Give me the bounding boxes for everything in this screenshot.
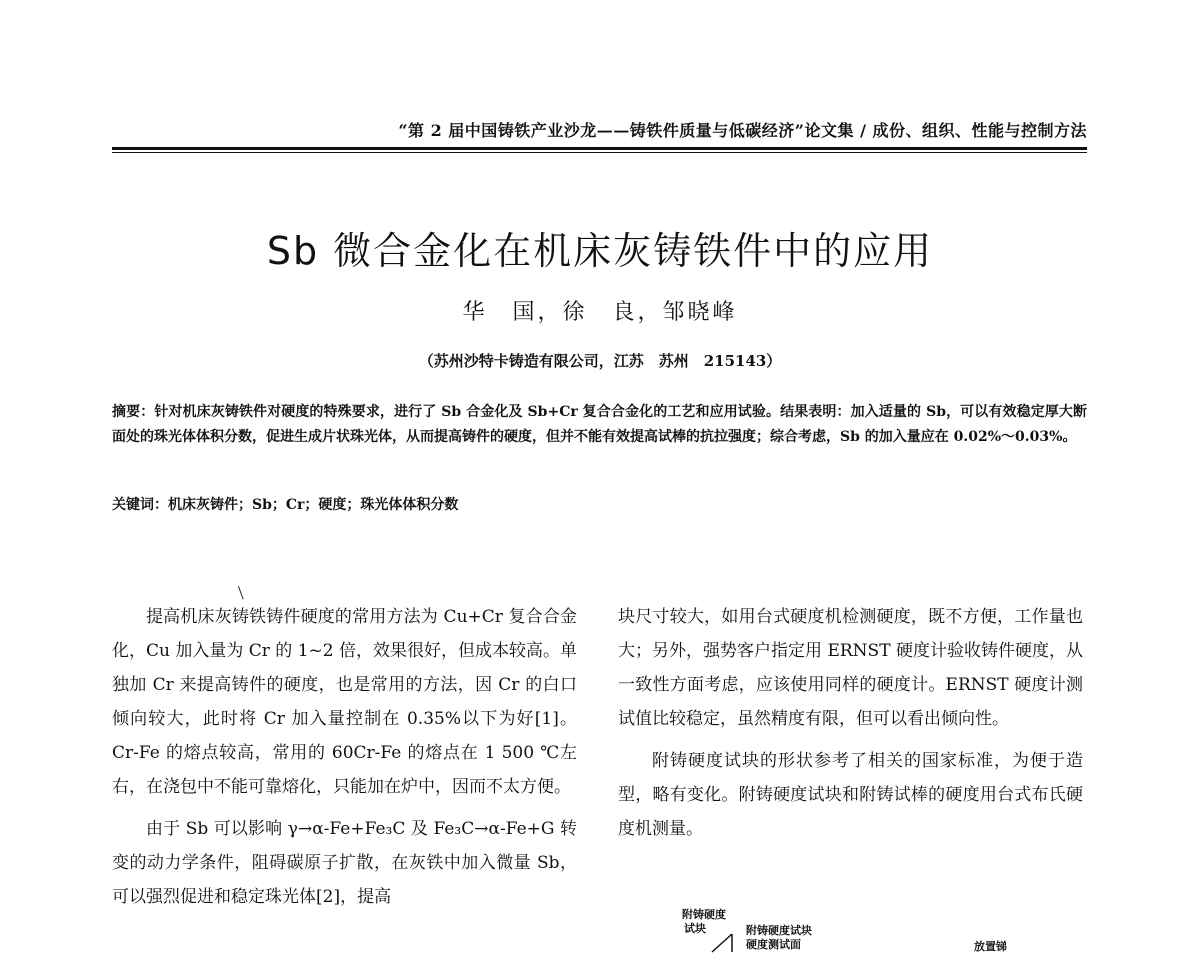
keywords-text: 机床灰铸件；Sb；Cr；硬度；珠光体体积分数 [168,497,459,513]
body-column-left [112,600,577,914]
keywords [112,494,1087,514]
running-header: “第 2 届中国铸铁产业沙龙——铸铁件质量与低碳经济”论文集 / 成份、组织、性能与控制方法 [398,121,1087,140]
abstract-text: 针对机床灰铸铁件对硬度的特殊要求，进行了 Sb 合金化及 Sb+Cr 复合合金化的工艺和应用试验。结果表明：加入适量的 Sb，可以有效稳定厚大断面处的珠光体体积分数，促进生成片状珠光体，从而提高铸件的硬度，但并不能有效提高试棒的抗拉强度；综合考虑，Sb 的加入量应在 0.02%～0.03%。 [112,404,1087,445]
paper-title: Sb 微合金化在机床灰铸铁件中的应用 [266,229,934,273]
figure-label: 放置锑 [974,940,1007,953]
paragraph: 附铸硬度试块的形状参考了相关的国家标准，为便于造型，略有变化。附铸硬度试块和附铸试棒的硬度用台式布氏硬度机测量。 [618,751,1083,839]
abstract [112,400,1087,450]
body-column-right [618,600,1083,846]
pen-mark [238,583,253,600]
affiliation: （苏州沙特卡铸造有限公司，江苏 苏州 215143） [418,352,782,370]
figure-partial [618,900,1088,952]
figure-label: 硬度测试面 [746,938,801,951]
figure-label: 试块 [684,922,706,935]
paragraph: 由于 Sb 可以影响 γ→α-Fe+Fe₃C 及 Fe₃C→α-Fe+G 转变的动力学条件，阻碍碳原子扩散，在灰铁中加入微量 Sb，可以强烈促进和稳定珠光体[2]，提高 [112,819,577,907]
header-rule-thin [112,152,1087,153]
paragraph: 块尺寸较大，如用台式硬度机检测硬度，既不方便，工作量也大；另外，强势客户指定用 ERNST 硬度计验收铸件硬度，从一致性方面考虑，应该使用同样的硬度计。ERNST 硬度计测试值比较稳定，虽然精度有限，但可以看出倾向性。 [618,607,1083,729]
figure-arrow [710,930,750,960]
figure-label: 附铸硬度试块 [746,924,812,937]
figure-label: 附铸硬度 [682,908,726,921]
header-rule-thick [112,147,1087,150]
keywords-label: 关键词： [112,497,168,513]
authors: 华 国，徐 良，邹晓峰 [462,300,738,325]
abstract-label: 摘要： [112,404,155,420]
paragraph: 提高机床灰铸铁铸件硬度的常用方法为 Cu+Cr 复合合金化，Cu 加入量为 Cr 的 1~2 倍，效果很好，但成本较高。单独加 Cr 来提高铸件的硬度，也是常用的方法，因 Cr 的白口倾向较大，此时将 Cr 加入量控制在 0.35%以下为好[1]。Cr-Fe 的熔点较高，常用的 60Cr-Fe 的熔点在 1 500 ℃左右，在浇包中不能可靠熔化，只能加在炉中，因而不太方便。 [112,607,577,797]
